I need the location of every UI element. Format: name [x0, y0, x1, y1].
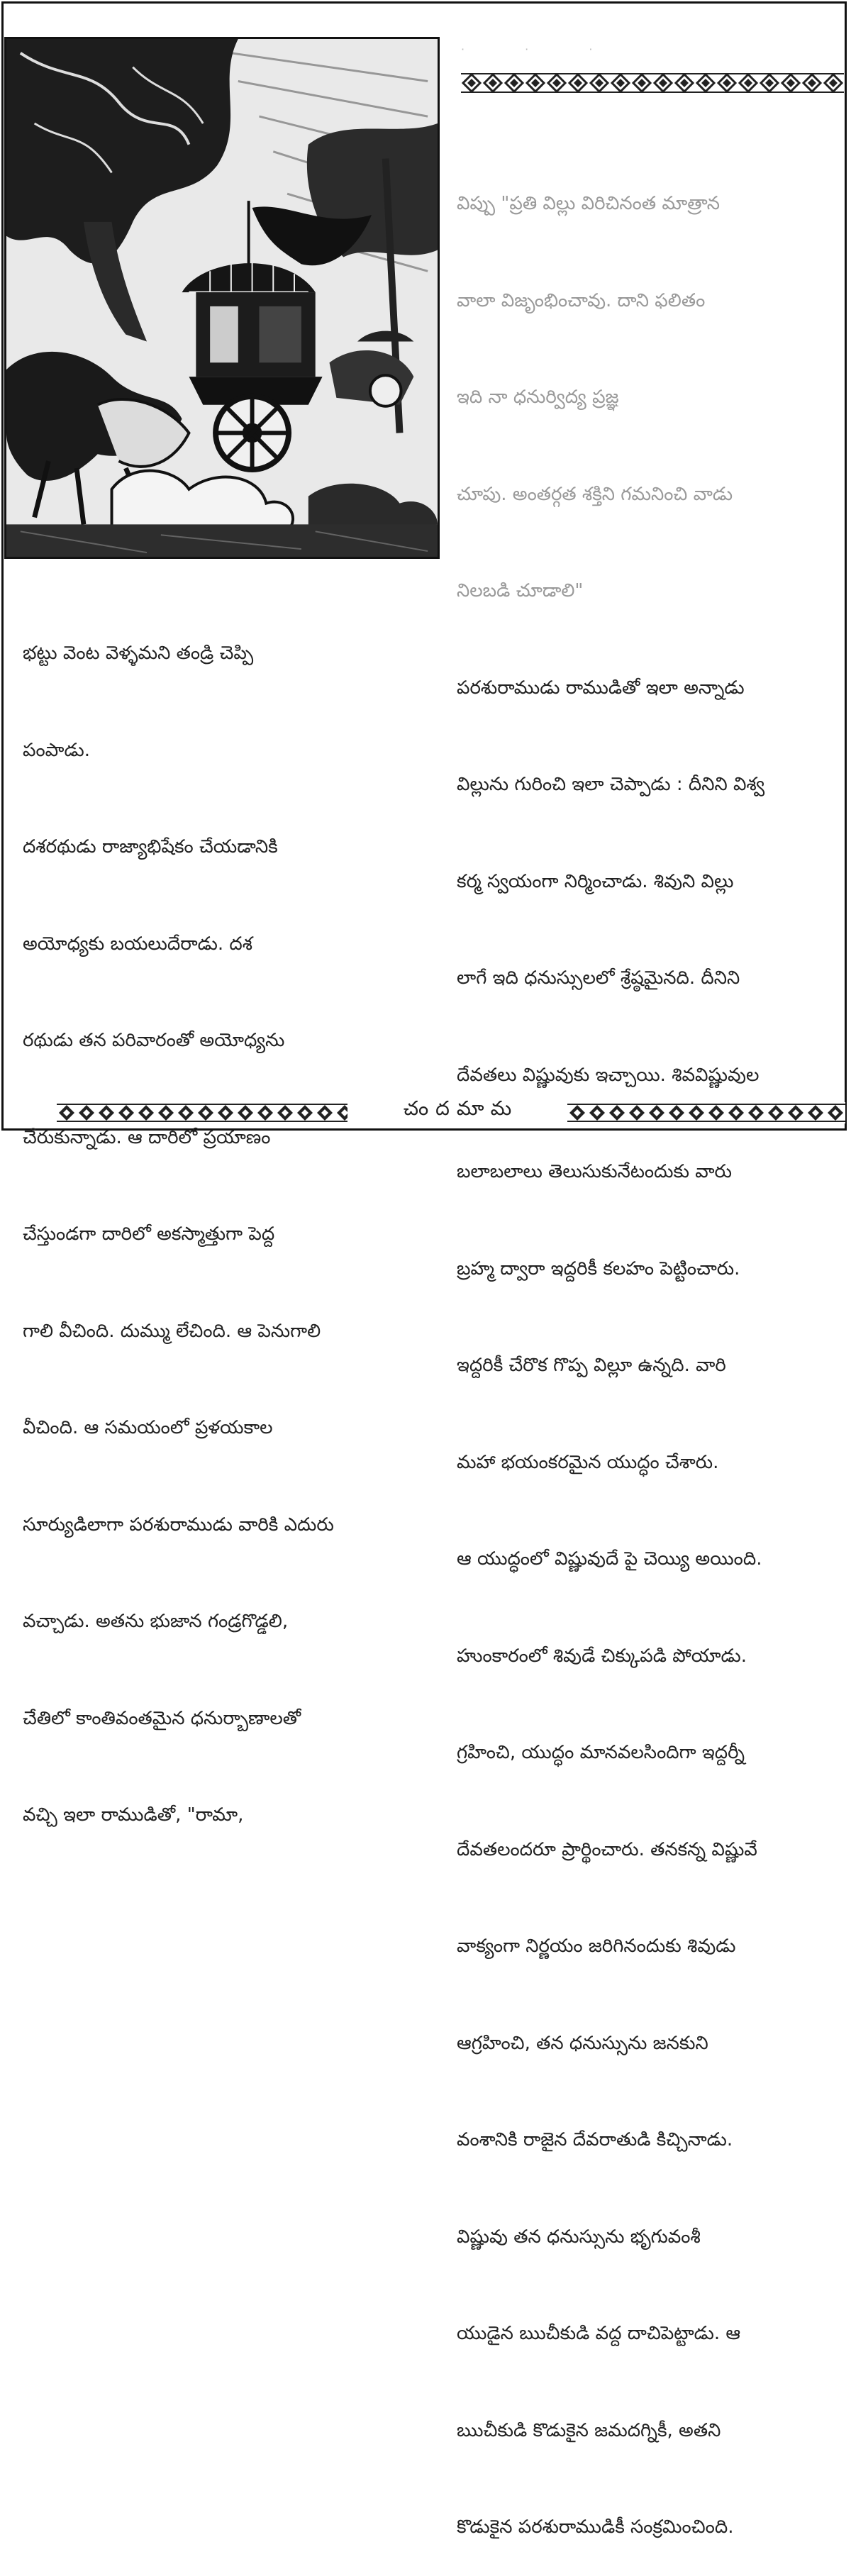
- text-line: నిలబడి చూడాలి": [457, 580, 584, 601]
- left-text-column: [23, 573, 445, 1864]
- text-line: ఆగ్రహించి, తన ధనుస్సును జనకుని: [457, 2032, 708, 2054]
- text-line: ఋచీకుడి కొడుకైన జమదగ్నికీ, అతని: [457, 2419, 721, 2441]
- text-line: దశరథుడు రాజ్యాభిషేకం చేయడానికి: [23, 836, 278, 857]
- text-line: గ్రహించి, యుద్ధం మానవలసిందిగా ఇద్దర్నీ: [457, 1742, 745, 1763]
- text-line: వచ్చాడు. అతను భుజాన గండ్రగొడ్డలి,: [23, 1611, 289, 1632]
- text-line: పరశురాముడు రాముడితో ఇలా అన్నాడు: [457, 677, 745, 699]
- text-line: బలాబలాలు తెలుసుకునేటందుకు వారు: [457, 1161, 732, 1182]
- text-line: విల్లును గురించి ఇలా చెప్పాడు : దీనిని విశ్వ: [457, 774, 765, 795]
- text-line: కర్మ స్వయంగా నిర్మించాడు. శివుని విల్లు: [457, 870, 734, 892]
- text-line: రథుడు తన పరివారంతో అయోధ్యను: [23, 1030, 285, 1051]
- text-line: చూపు. అంతర్గత శక్తిని గమనించి వాడు: [457, 483, 733, 505]
- ornamental-border-top: [461, 72, 844, 94]
- text-line: హుంకారంలో శివుడే చిక్కుపడి పోయాడు.: [457, 1645, 747, 1667]
- footer-title: చందమామ: [403, 1097, 519, 1120]
- text-line: లాగే ఇది ధనుస్సులలో శ్రేష్ఠమైనది. దీనిని: [457, 967, 740, 989]
- text-line: విప్పు "ప్రతి విల్లు విరిచినంత మాత్రాన: [457, 193, 721, 214]
- text-line: వీచింది. ఆ సమయంలో ప్రళయకాల: [23, 1417, 273, 1438]
- text-line: పంపాడు.: [23, 739, 90, 761]
- text-line: వంశానికి రాజైన దేవరాతుడి కిచ్చినాడు.: [457, 2129, 733, 2150]
- text-line: విష్ణువు తన ధనుస్సును భృగువంశీ: [457, 2226, 701, 2248]
- text-line: ఇద్దరికీ చేరొక గొప్ప విల్లూ ఉన్నది. వారి: [457, 1355, 726, 1376]
- chariot-illustration: [4, 37, 440, 559]
- text-line: ఆ యుద్ధంలో విష్ణువుదే పై చెయ్యి అయింది.: [457, 1548, 762, 1570]
- right-text-column: [457, 123, 845, 2576]
- text-line: బ్రహ్మ ద్వారా ఇద్దరికీ కలహం పెట్టించారు.: [457, 1258, 740, 1279]
- top-faint-marks: · · ·: [461, 43, 621, 56]
- text-line: భట్టు వెంట వెళ్ళమని తండ్రి చెప్పి: [23, 643, 254, 664]
- ornamental-border-bottom-left: [57, 1102, 347, 1123]
- text-line: దేవతలందరూ ప్రార్థించారు. తనకన్న విష్ణువే: [457, 1838, 757, 1860]
- text-line: వాక్యంగా నిర్ణయం జరిగినందుకు శివుడు: [457, 1936, 736, 1957]
- text-line: గాలి వీచింది. దుమ్ము లేచింది. ఆ పెనుగాలి: [23, 1320, 321, 1342]
- text-line: చేస్తుండగా దారిలో అకస్మాత్తుగా పెద్ద: [23, 1223, 275, 1245]
- text-line: దేవతలు విష్ణువుకు ఇచ్చాయి. శివవిష్ణువుల: [457, 1064, 760, 1086]
- text-line: ఇది నా ధనుర్విద్య ప్రజ్ఞ: [457, 387, 619, 408]
- text-line: చేతిలో కాంతివంతమైన ధనుర్బాణాలతో: [23, 1707, 301, 1729]
- text-line: మహా భయంకరమైన యుద్ధం చేశారు.: [457, 1451, 719, 1473]
- text-line: యుడైన ఋచీకుడి వద్ద దాచిపెట్టాడు. ఆ: [457, 2323, 741, 2344]
- diamond-pattern-icon: [57, 1102, 347, 1123]
- text-line: వాలా విజృంభించావు. దాని ఫలితం: [457, 289, 706, 311]
- text-line: అయోధ్యకు బయలుదేరాడు. దశ: [23, 933, 253, 955]
- diamond-pattern-icon: [461, 72, 844, 94]
- text-line: కొడుకైన పరశురాముడికీ సంక్రమించింది.: [457, 2516, 734, 2538]
- text-line: వచ్చి ఇలా రాముడితో, "రామా,: [23, 1804, 244, 1826]
- ornamental-border-bottom-right: [567, 1102, 845, 1123]
- text-line: సూర్యుడిలాగా పరశురాముడు వారికి ఎదురు: [23, 1514, 334, 1536]
- chariot-drawing: [6, 39, 438, 557]
- diamond-pattern-icon: [567, 1102, 845, 1123]
- text-line: చేరుకున్నాడు. ఆ దారిలో ప్రయాణం: [23, 1126, 271, 1148]
